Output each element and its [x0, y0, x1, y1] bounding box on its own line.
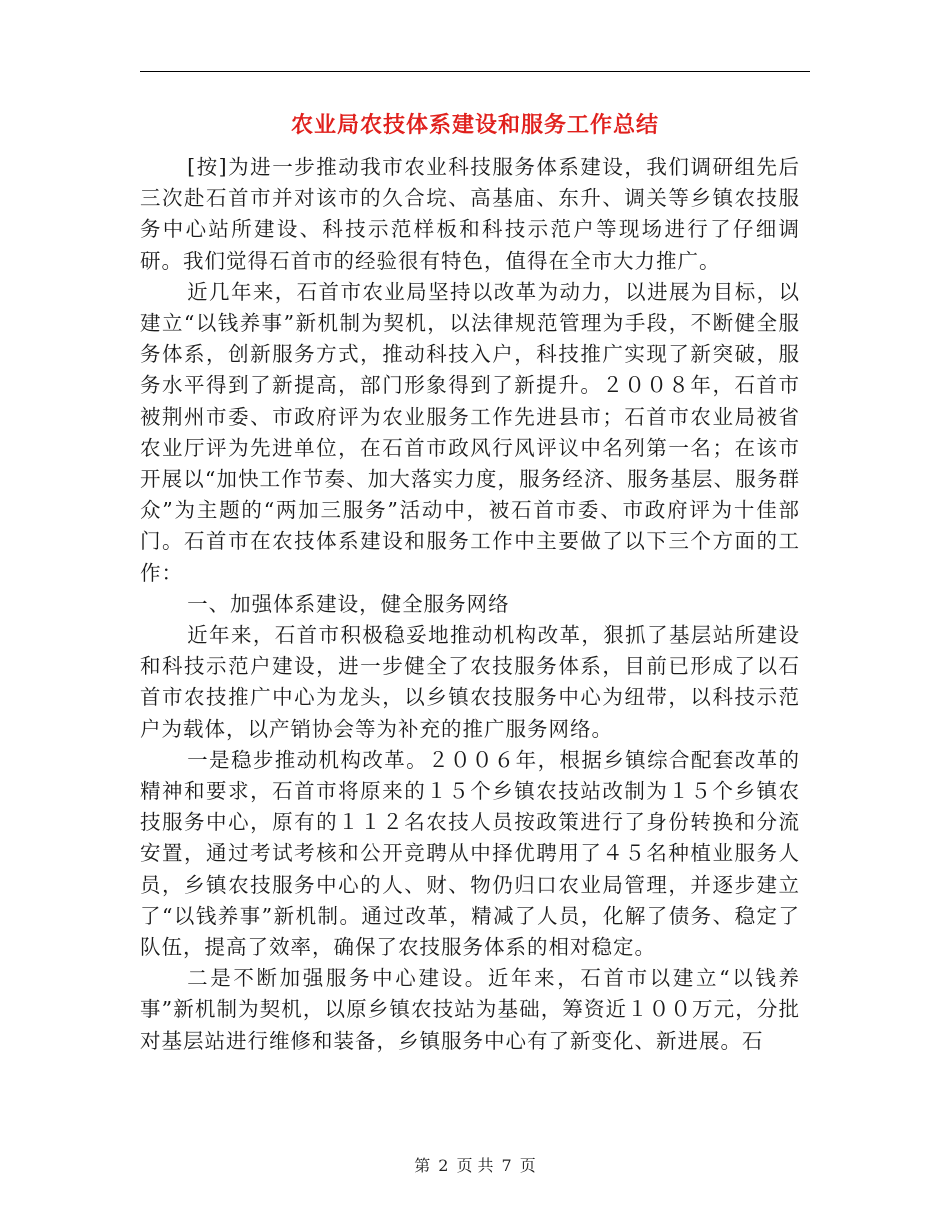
section-heading: 一、加强体系建设，健全服务网络 — [187, 591, 510, 616]
paragraph-reform: 一是稳步推动机构改革。２００６年，根据乡镇综合配套改革的精神和要求，石首市将原来的１５个乡镇农技站改制为１５个乡镇农技服务中心，原有的１１２名农技人员按政策进行了身份转换和分流安置，通过考试考核和公开竞聘从中择优聘用了４５名种植业服务人员，乡镇农技服务中心的人、财、物仍归口农业局管理，并逐步建立了“以钱养事”新机制。通过改革，精减了人员，化解了债务、稳定了队伍，提高了效率，确保了农技服务体系的相对稳定。 — [140, 747, 800, 960]
paragraph-section-1: 近年来，石首市积极稳妥地推动机构改革，狠抓了基层站所建设和科技示范户建设，进一步健全了农技服务体系，目前已形成了以石首市农技推广中心为龙头，以乡镇农技服务中心为纽带，以科技示范户为载体，以产销协会等为补充的推广服务网络。 — [140, 623, 800, 741]
footer-suffix: 页 — [519, 1156, 536, 1175]
footer-prefix: 第 — [414, 1156, 431, 1175]
total-page-number: 7 — [501, 1156, 512, 1175]
paragraph-service-center: 二是不断加强服务中心建设。近年来，石首市以建立“以钱养事”新机制为契机，以原乡镇农技站为基础，筹资近１００万元，分批对基层站进行维修和装备，乡镇服务中心有了新变化、新进展。石 — [140, 966, 800, 1053]
footer-middle: 页 共 — [456, 1156, 494, 1175]
current-page-number: 2 — [438, 1156, 449, 1175]
document-body — [140, 152, 800, 1057]
header-rule — [140, 71, 810, 72]
paragraph-intro: 近几年来，石首市农业局坚持以改革为动力，以进展为目标，以建立“以钱养事”新机制为契机，以法律规范管理为手段，不断健全服务体系，创新服务方式，推动科技入户，科技推广实现了新突破，服务水平得到了新提高，部门形象得到了新提升。２００８年，石首市被荆州市委、市政府评为农业服务工作先进县市；石首市农业局被省农业厅评为先进单位，在石首市政风行风评议中名列第一名；在该市开展以“加快工作节奏、加大落实力度，服务经济、服务基层、服务群众”为主题的“两加三服务”活动中，被石首市委、市政府评为十佳部门。石首市在农技体系建设和服务工作中主要做了以下三个方面的工作： — [140, 279, 800, 585]
page-footer — [0, 1153, 950, 1176]
document-title: 农业局农技体系建设和服务工作总结 — [290, 113, 659, 138]
paragraph-note: [按]为进一步推动我市农业科技服务体系建设，我们调研组先后三次赴石首市并对该市的久合垸、高基庙、东升、调关等乡镇农技服务中心站所建设、科技示范样板和科技示范户等现场进行了仔细调研。我们觉得石首市的经验很有特色，值得在全市大力推广。 — [140, 155, 800, 273]
